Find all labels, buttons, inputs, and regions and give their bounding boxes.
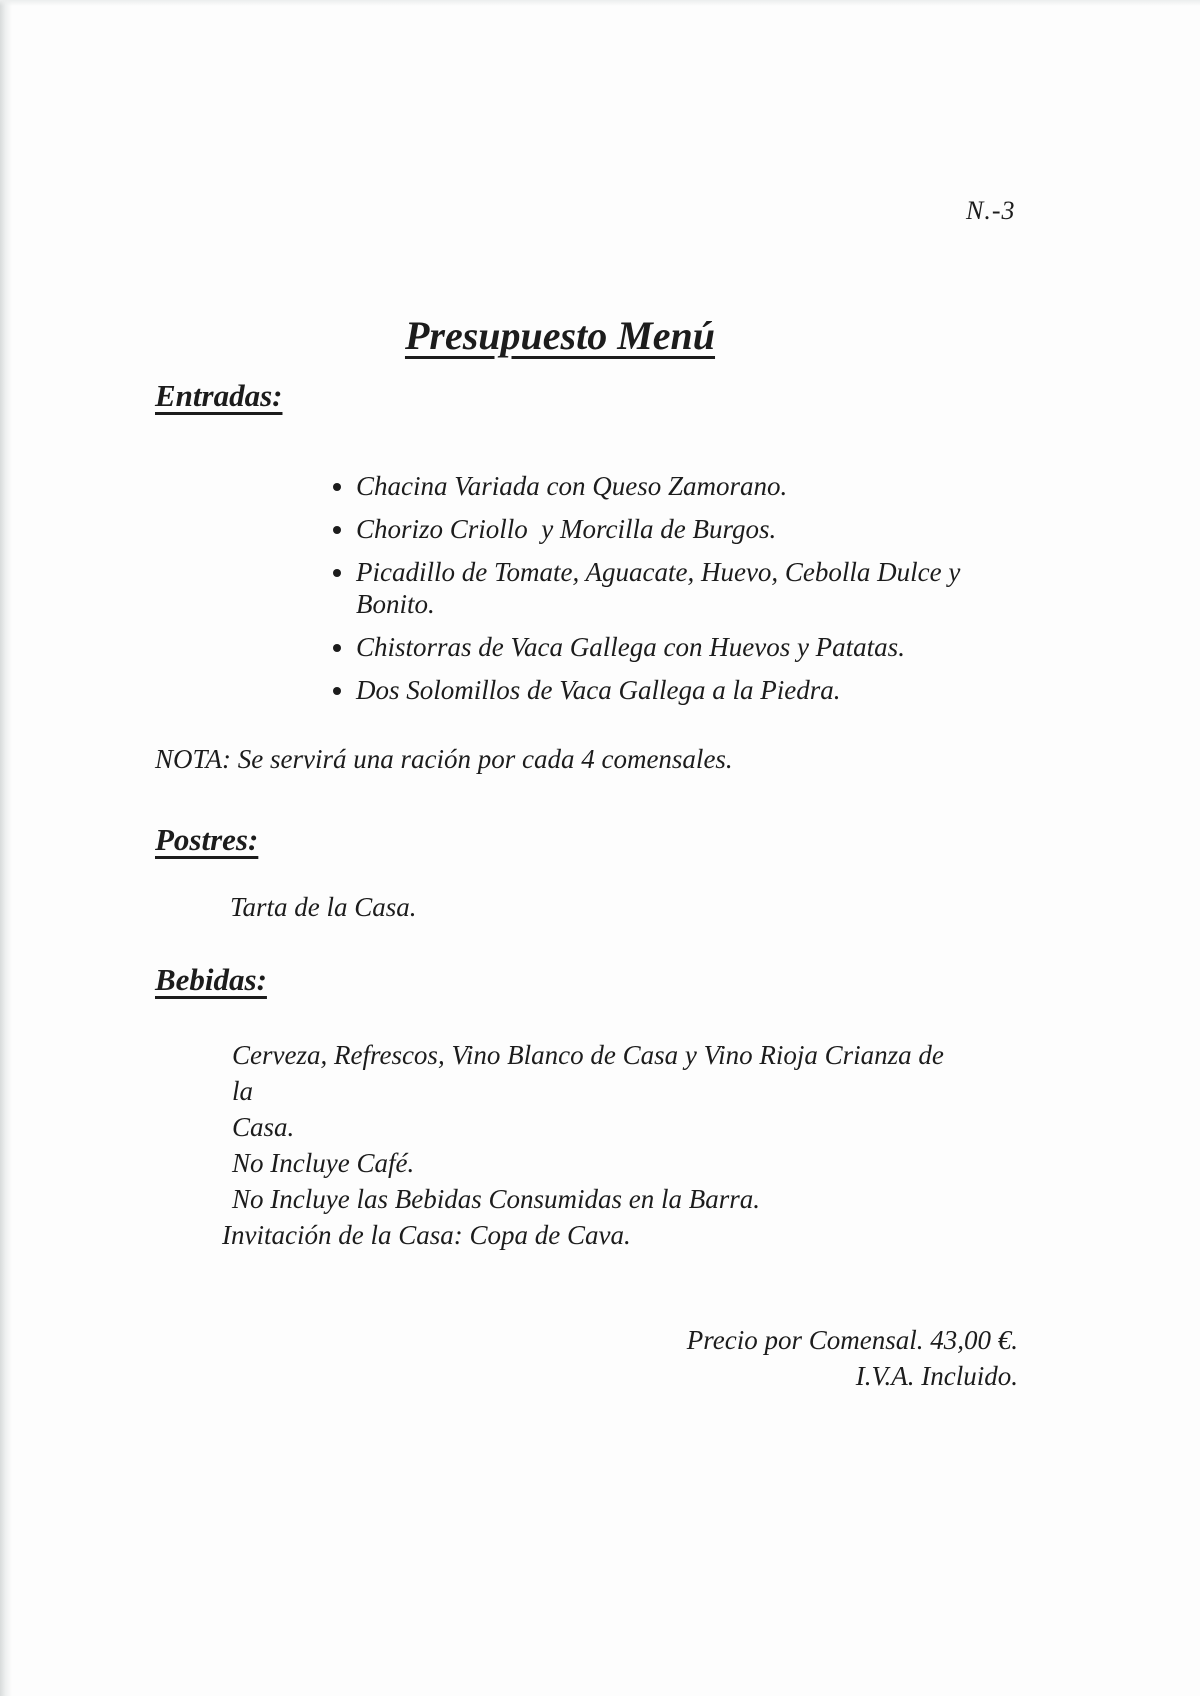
- scan-edge-left: [0, 0, 12, 1696]
- entradas-list: [322, 470, 988, 717]
- scan-edge-top: [0, 0, 1200, 6]
- price-per-person: Precio por Comensal. 43,00 €.: [686, 1325, 1018, 1355]
- bebidas-text: [222, 1037, 958, 1253]
- bebidas-line: Casa.: [232, 1112, 295, 1142]
- section-heading-entradas: Entradas:: [155, 378, 283, 413]
- page-title: Presupuesto Menú: [404, 313, 716, 358]
- bebidas-line: Cerveza, Refrescos, Vino Blanco de Casa y Vino Rioja Crianza de la: [232, 1040, 944, 1106]
- bebidas-line: No Incluye las Bebidas Consumidas en la Barra.: [232, 1184, 760, 1214]
- section-heading-bebidas: Bebidas:: [155, 962, 267, 997]
- entradas-item: • Dos Solomillos de Vaca Gallega a la Piedra.: [356, 674, 988, 706]
- price-block: [687, 1322, 1018, 1394]
- serving-note: NOTA: Se servirá una ración por cada 4 comensales.: [155, 744, 733, 774]
- page-number: N.-3: [966, 196, 1016, 225]
- entradas-item: • Chistorras de Vaca Gallega con Huevos y Patatas.: [356, 631, 988, 663]
- postres-item: Tarta de la Casa.: [230, 892, 417, 922]
- entradas-item: • Picadillo de Tomate, Aguacate, Huevo, Cebolla Dulce y Bonito.: [356, 556, 988, 620]
- bebidas-line: Invitación de la Casa: Copa de Cava.: [222, 1220, 631, 1250]
- entradas-item: • Chacina Variada con Queso Zamorano.: [356, 470, 988, 502]
- section-heading-postres: Postres:: [155, 822, 259, 857]
- vat-included: I.V.A. Incluido.: [855, 1361, 1018, 1391]
- bebidas-line: No Incluye Café.: [232, 1148, 415, 1178]
- entradas-item: • Chorizo Criollo y Morcilla de Burgos.: [356, 513, 988, 545]
